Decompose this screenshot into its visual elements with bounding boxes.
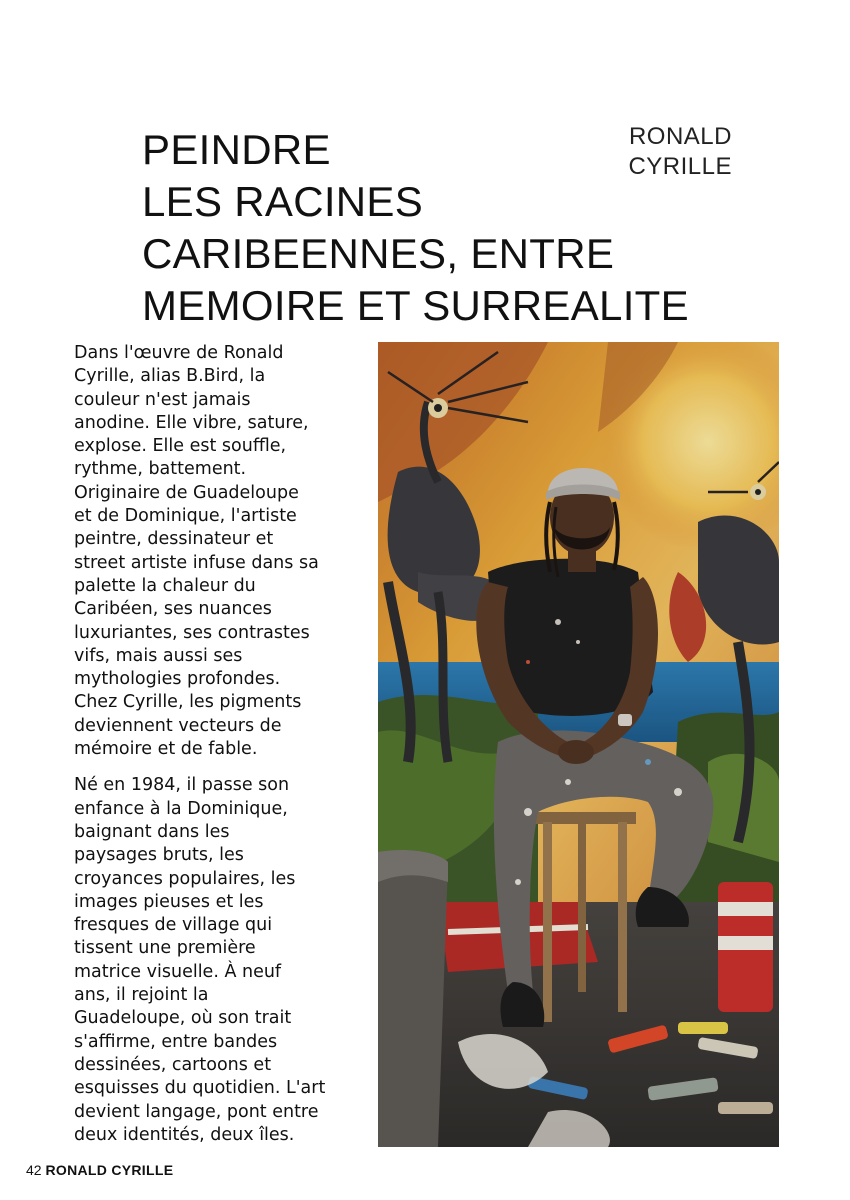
text-line: croyances populaires, les <box>74 868 296 889</box>
text-line: baignant dans les <box>74 821 230 842</box>
text-line: enfance à la Dominique, <box>74 798 288 819</box>
author-first-name: RONALD <box>628 123 732 150</box>
text-line: Chez Cyrille, les pigments <box>74 692 302 713</box>
text-line: Dans l'œuvre de Ronald <box>74 343 284 363</box>
text-line: s'affirme, entre bandes <box>74 1031 278 1052</box>
paragraph-2 <box>74 774 364 1147</box>
text-line: dessinées, cartoons et <box>74 1054 272 1075</box>
running-title: RONALD CYRILLE <box>45 1162 174 1178</box>
title-line: CARIBEENNES, ENTRE <box>142 230 615 277</box>
text-line: ans, il rejoint la <box>74 985 209 1006</box>
title-line: LES RACINES <box>142 178 424 225</box>
text-line: luxuriantes, ses contrastes <box>74 622 310 643</box>
article-body <box>74 342 364 1160</box>
author-last-name: CYRILLE <box>628 153 732 180</box>
text-line: Originaire de Guadeloupe <box>74 482 299 503</box>
text-line: devient langage, pont entre <box>74 1101 319 1122</box>
text-line: deviennent vecteurs de <box>74 715 282 736</box>
title-line: PEINDRE <box>142 126 331 173</box>
text-line: palette la chaleur du <box>74 575 256 596</box>
title-line: MEMOIRE ET SURREALITE <box>142 282 689 329</box>
text-line: matrice visuelle. À neuf <box>74 961 282 982</box>
text-line: Né en 1984, il passe son <box>74 775 290 796</box>
text-line: et de Dominique, l'artiste <box>74 506 297 527</box>
text-line: explose. Elle est souffle, <box>74 436 287 457</box>
text-line: mythologies profondes. <box>74 669 281 690</box>
text-line: anodine. Elle vibre, sature, <box>74 412 309 433</box>
author-name <box>628 122 732 182</box>
page-footer <box>26 1160 173 1180</box>
text-line: rythme, battement. <box>74 459 247 480</box>
text-line: peintre, dessinateur et <box>74 529 274 550</box>
text-line: images pieuses et les <box>74 891 264 912</box>
page-number: 42 <box>26 1162 42 1178</box>
artist-photo <box>378 342 779 1147</box>
text-line: esquisses du quotidien. L'art <box>74 1078 326 1099</box>
text-line: Guadeloupe, où son trait <box>74 1008 292 1029</box>
paragraph-1 <box>74 342 364 761</box>
text-line: deux identités, deux îles. <box>74 1124 295 1145</box>
text-line: street artiste infuse dans sa <box>74 552 319 573</box>
text-line: mémoire et de fable. <box>74 739 258 760</box>
text-line: paysages bruts, les <box>74 845 244 866</box>
text-line: fresques de village qui <box>74 915 273 936</box>
text-line: vifs, mais aussi ses <box>74 645 243 666</box>
text-line: Caribéen, ses nuances <box>74 599 272 620</box>
text-line: Cyrille, alias B.Bird, la <box>74 366 266 387</box>
text-line: tissent une première <box>74 938 256 959</box>
text-line: couleur n'est jamais <box>74 389 251 410</box>
